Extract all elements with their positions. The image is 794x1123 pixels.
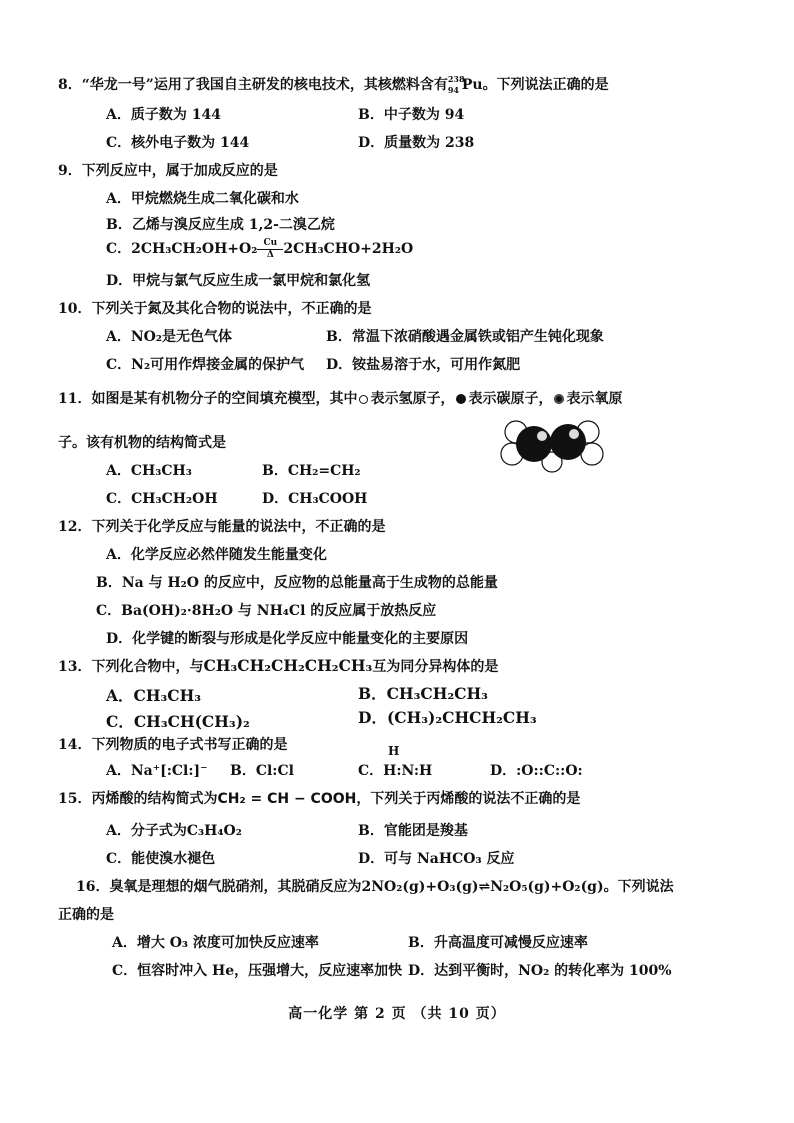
q9-c-reactants: C．2CH₃CH₂OH+O₂ [106,241,258,257]
element-symbol: Pu [461,77,483,93]
q11-option-c[interactable]: C．CH₃CH₂OH [106,491,218,507]
q9-option-d[interactable]: D．甲烷与氯气反应生成一氯甲烷和氯化氢 [106,273,371,289]
q16-stem-b: 。下列说法 [603,879,674,895]
q13-option-a[interactable]: A．CH₃CH₃ [106,686,202,705]
question-12-stem: 12．下列关于化学反应与能量的说法中，不正确的是 [58,519,386,535]
catalyst: Cu [263,237,278,248]
question-16-stem [76,876,674,896]
question-13-stem [58,656,498,676]
q15-option-a[interactable]: A．分子式为C₃H₄O₂ [106,823,242,839]
q8-stem-text: 8．“华龙一号”运用了我国自主研发的核电技术，其核燃料含有 [58,77,448,93]
highlight [569,429,579,439]
q13-stem-a: 13．下列化合物中，与 [58,659,204,675]
q15-stem-b: ，下列关于丙烯酸的说法不正确的是 [356,791,581,807]
q8-option-a[interactable]: A．质子数为 144 [106,107,221,123]
q11-stem-b: 表示氢原子， [370,391,455,407]
q12-option-c[interactable]: C．Ba(OH)₂·8H₂O 与 NH₄Cl 的反应属于放热反应 [96,603,437,619]
q9-option-c[interactable] [106,238,413,260]
oxygen-atom-icon [554,394,564,404]
pu-isotope [447,74,465,95]
q14-option-a[interactable]: A．Na⁺[:Cl:]⁻ [106,763,208,779]
q14-option-b[interactable]: B．Cl:Cl [230,763,294,779]
q16-stem-continued: 正确的是 [58,907,114,923]
q10-option-a[interactable]: A．NO₂是无色气体 [106,329,232,345]
pentane-formula: CH₃CH₂CH₂CH₂CH₃ [203,656,373,675]
q14-option-d[interactable]: D．:O::C::O: [490,763,583,779]
q9-option-b[interactable]: B．乙烯与溴反应生成 1,2-二溴乙烷 [106,217,335,233]
q16-option-c[interactable]: C．恒容时冲入 He，压强增大，反应速率加快 [112,963,403,979]
q15-option-c[interactable]: C．能使溴水褪色 [106,851,216,867]
q10-option-c[interactable]: C．N₂可用作焊接金属的保护气 [106,357,305,373]
question-15-stem [58,788,580,808]
q15-stem-a: 15．丙烯酸的结构简式为 [58,791,218,807]
q13-option-c[interactable]: C．CH₃CH(CH₃)₂ [106,712,250,731]
q11-option-d[interactable]: D．CH₃COOH [262,491,368,507]
q8-option-d[interactable]: D．质量数为 238 [358,135,475,151]
q8-option-b[interactable]: B．中子数为 94 [358,107,465,123]
q12-option-a[interactable]: A．化学反应必然伴随发生能量变化 [106,547,327,563]
acrylic-acid-formula: CH₂ = CH − COOH [217,791,357,807]
q9-option-a[interactable]: A．甲烷燃烧生成二氧化碳和水 [106,191,299,207]
question-11-stem [58,388,622,408]
question-9-stem: 9．下列反应中，属于加成反应的是 [58,163,278,179]
hydrogen-atom-icon [359,395,368,404]
q14-c-top-h: H [388,744,400,758]
q11-stem-a: 11．如图是某有机物分子的空间填充模型，其中 [58,391,358,407]
question-8-stem [58,74,609,94]
space-filling-model [496,414,606,474]
atomic-number: 94 [447,85,459,95]
question-14-stem: 14．下列物质的电子式书写正确的是 [58,737,288,753]
carbon-atom [550,424,586,460]
reaction-condition [257,239,283,260]
q11-option-b[interactable]: B．CH₂=CH₂ [262,463,361,479]
q12-option-d[interactable]: D．化学键的断裂与形成是化学反应中能量变化的主要原因 [106,631,469,647]
q10-option-d[interactable]: D．铵盐易溶于水，可用作氮肥 [326,357,521,373]
heat-symbol: Δ [266,249,274,260]
q16-option-d[interactable]: D．达到平衡时，NO₂ 的转化率为 100% [408,963,672,979]
mass-number: 238 [447,74,465,84]
q8-option-c[interactable]: C．核外电子数为 144 [106,135,250,151]
ozone-equation: 2NO₂(g)+O₃(g)⇌N₂O₅(g)+O₂(g) [361,879,604,895]
q9-c-products: 2CH₃CHO+2H₂O [283,241,414,257]
q12-option-b[interactable]: B．Na 与 H₂O 的反应中，反应物的总能量高于生成物的总能量 [96,575,498,591]
q16-option-b[interactable]: B．升高温度可减慢反应速率 [408,935,588,951]
question-10-stem: 10．下列关于氮及其化合物的说法中，不正确的是 [58,301,372,317]
q11-option-a[interactable]: A．CH₃CH₃ [106,463,192,479]
q16-option-a[interactable]: A．增大 O₃ 浓度可加快反应速率 [112,935,319,951]
q8-stem-end: 。下列说法正确的是 [482,77,609,93]
q11-stem-c: 表示碳原子， [468,391,553,407]
carbon-atom-icon [456,394,466,404]
highlight [537,431,547,441]
q11-stem-d: 表示氧原 [566,391,623,407]
carbon-atom [516,426,552,462]
page-footer: 高一化学 第 2 页 （共 10 页） [288,1006,506,1022]
q11-stem-continued: 子。该有机物的结构简式是 [58,435,226,451]
q16-stem-a: 16．臭氧是理想的烟气脱硝剂，其脱硝反应为 [76,879,362,895]
q13-option-d[interactable]: D．(CH₃)₂CHCH₂CH₃ [358,708,537,727]
q14-option-c[interactable]: C．H:N:H [358,763,433,779]
q10-option-b[interactable]: B．常温下浓硝酸遇金属铁或铝产生钝化现象 [326,329,604,345]
q15-option-d[interactable]: D．可与 NaHCO₃ 反应 [358,851,515,867]
q13-stem-b: 互为同分异构体的是 [372,659,499,675]
q13-option-b[interactable]: B．CH₃CH₂CH₃ [358,684,488,703]
q15-option-b[interactable]: B．官能团是羧基 [358,823,468,839]
